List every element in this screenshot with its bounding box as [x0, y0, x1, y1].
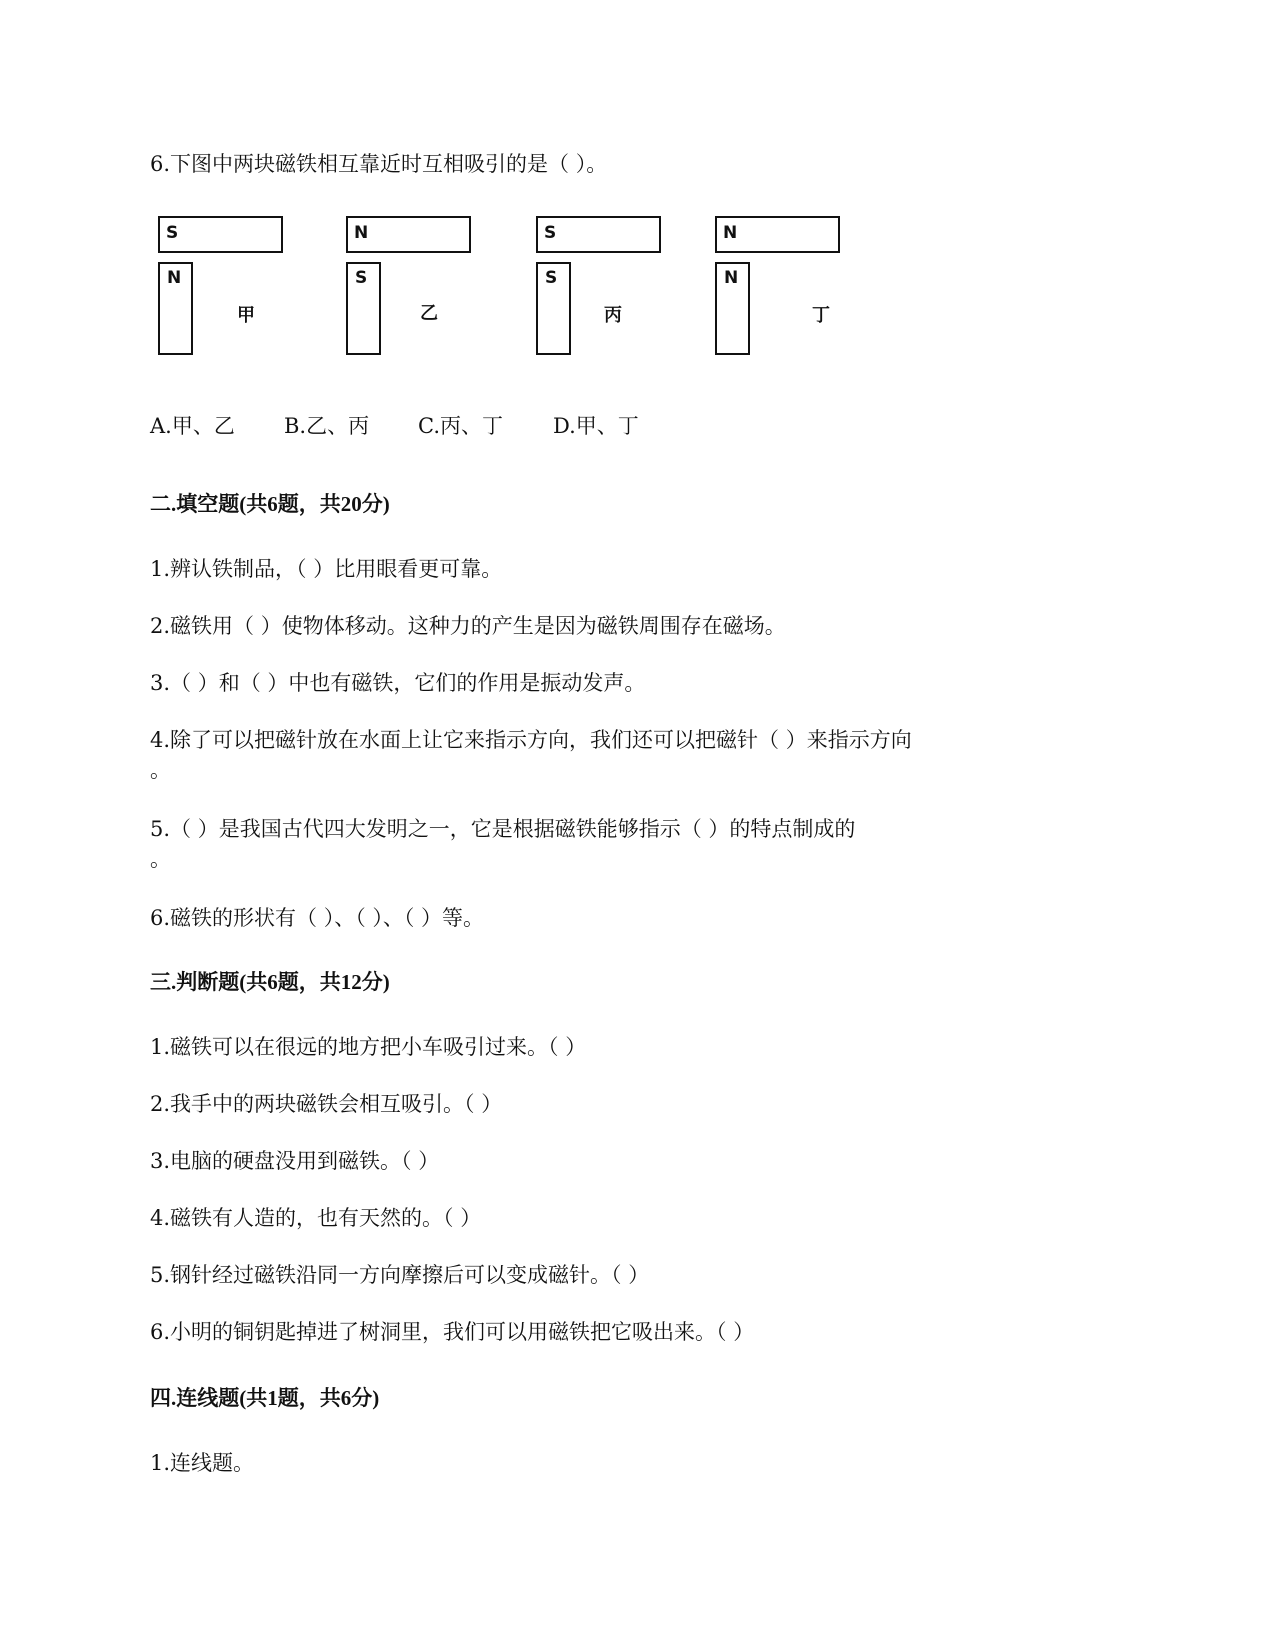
vertical-magnet [158, 262, 193, 355]
diagram-label: 丙 [604, 305, 622, 326]
fill-blank-item-6: 6.磁铁的形状有（ ）、（ ）、（ ）等。 [150, 906, 485, 930]
pole-label: N [723, 223, 738, 243]
horizontal-magnet [346, 216, 471, 253]
true-false-item-4: 4.磁铁有人造的，也有天然的。（ ） [150, 1206, 482, 1230]
pole-label: N [167, 268, 182, 288]
diagram-label: 乙 [420, 303, 438, 324]
horizontal-magnet [715, 216, 840, 253]
true-false-item-2: 2.我手中的两块磁铁会相互吸引。（ ） [150, 1092, 503, 1116]
section-heading-matching: 四.连线题(共1题，共6分) [150, 1386, 380, 1410]
vertical-magnet [536, 262, 571, 355]
true-false-item-1: 1.磁铁可以在很远的地方把小车吸引过来。（ ） [150, 1035, 587, 1059]
option-c[interactable]: C.丙、丁 [418, 414, 503, 438]
diagram-label: 丁 [812, 305, 830, 326]
horizontal-magnet [158, 216, 283, 253]
option-a[interactable]: A.甲、乙 [150, 414, 235, 438]
question-6: 6.下图中两块磁铁相互靠近时互相吸引的是（ ）。 [150, 152, 608, 176]
pole-label: S [544, 223, 557, 243]
pole-label: N [724, 268, 739, 288]
fill-blank-item-4: 4.除了可以把磁针放在水面上让它来指示方向，我们还可以把磁针（ ）来指示方向 [150, 728, 912, 752]
section-heading-fill-blank: 二.填空题(共6题，共20分) [150, 492, 390, 516]
true-false-item-6: 6.小明的铜钥匙掉进了树洞里，我们可以用磁铁把它吸出来。（ ） [150, 1320, 755, 1344]
pole-label: S [355, 268, 368, 288]
fill-blank-item-1: 1.辨认铁制品，（ ）比用眼看更可靠。 [150, 557, 503, 581]
fill-blank-item-4-continuation: 。 [150, 758, 171, 782]
true-false-item-3: 3.电脑的硬盘没用到磁铁。（ ） [150, 1149, 440, 1173]
vertical-magnet [346, 262, 381, 355]
fill-blank-item-3: 3.（ ）和（ ）中也有磁铁，它们的作用是振动发声。 [150, 671, 646, 695]
option-d[interactable]: D.甲、丁 [553, 414, 639, 438]
section-heading-true-false: 三.判断题(共6题，共12分) [150, 970, 390, 994]
fill-blank-item-2: 2.磁铁用（ ）使物体移动。这种力的产生是因为磁铁周围存在磁场。 [150, 614, 786, 638]
option-b[interactable]: B.乙、丙 [284, 414, 370, 438]
matching-item-1: 1.连线题。 [150, 1451, 255, 1475]
fill-blank-item-5-continuation: 。 [150, 847, 171, 871]
true-false-item-5: 5.钢针经过磁铁沿同一方向摩擦后可以变成磁针。（ ） [150, 1263, 650, 1287]
horizontal-magnet [536, 216, 661, 253]
pole-label: S [545, 268, 558, 288]
pole-label: N [354, 223, 369, 243]
vertical-magnet [715, 262, 750, 355]
fill-blank-item-5: 5.（ ）是我国古代四大发明之一，它是根据磁铁能够指示（ ）的特点制成的 [150, 817, 856, 841]
diagram-label: 甲 [237, 305, 255, 326]
pole-label: S [166, 223, 179, 243]
